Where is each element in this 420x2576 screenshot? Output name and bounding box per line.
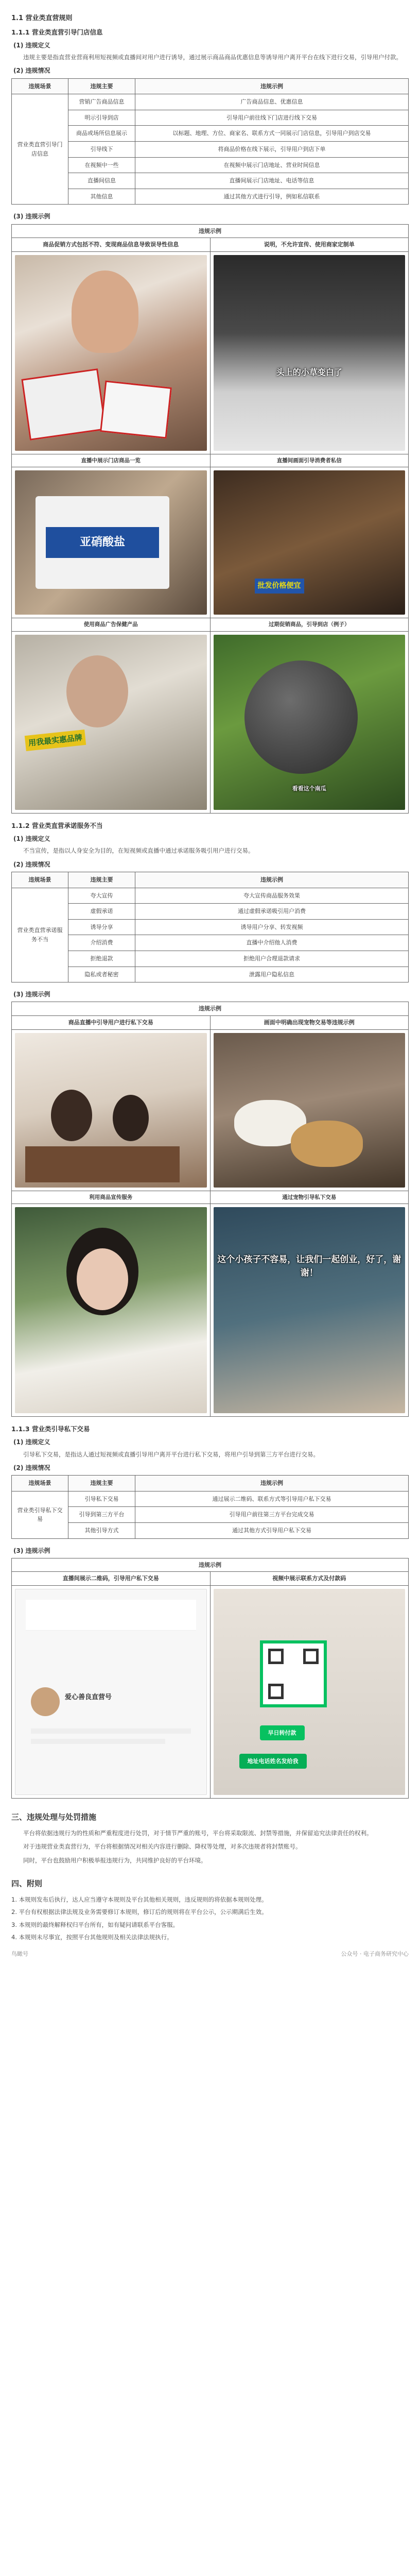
table-cell: 通过展示二维码、联系方式等引导用户私下交易 bbox=[135, 1491, 409, 1507]
def-label: (1) 违规定义 bbox=[13, 835, 50, 843]
cases-left-head: 商品直播中引导用户进行私下交易 bbox=[12, 1015, 211, 1029]
case-caption: 直播间画面引导消费者私信 bbox=[210, 454, 409, 467]
case-overlay-text: 这个小孩子不容易，让我们一起创业，好了，谢谢！ bbox=[217, 1255, 401, 1278]
table-header: 违规主要 bbox=[68, 1476, 135, 1492]
table-cell: 通过其他方式引导用户私下交易 bbox=[135, 1522, 409, 1538]
table-cell: 直播中介绍他人消费 bbox=[135, 935, 409, 951]
case-image-man-with-boxes bbox=[15, 255, 207, 451]
scope-label: (2) 违规情况 bbox=[13, 860, 50, 868]
case-image-pumpkin bbox=[214, 635, 406, 810]
table-cell: 在视频中展示门店地址、营业时间信息 bbox=[135, 157, 409, 173]
paragraph: 2. 平台有权根据法律法规及业务需要修订本规则，修订后的规则将在平台公示，公示期满后生效。 bbox=[11, 1908, 268, 1916]
table-row bbox=[12, 951, 409, 967]
cases-right-head: 说明，不允许宣传、使用商家定制单 bbox=[210, 238, 409, 252]
table-cell: 虚假承诺 bbox=[68, 904, 135, 920]
case-caption: 利用商品宣传服务 bbox=[12, 1191, 211, 1204]
def-text: 违规主要是指直营业营商利用短视频或直播间对用户进行诱导，通过展示商品商品优惠信息等诱导用户离开平台在线下进行交易，引导用户付款。 bbox=[23, 53, 402, 61]
case-overlay-text: 头上的小草变白了 bbox=[276, 367, 342, 377]
section-title-1-1: 1.1 营业类直营规则 bbox=[11, 14, 73, 22]
paragraph: 平台将依据违规行为的性质和严重程度进行处罚，对于情节严重的账号，平台将采取限流、封禁等措施，并保留追究法律责任的权利。 bbox=[23, 1829, 373, 1837]
table-header: 违规主要 bbox=[68, 872, 135, 888]
paragraph: 4. 本规则未尽事宜，按照平台其他规则及相关法律法规执行。 bbox=[11, 1934, 173, 1941]
table-cell: 引导到第三方平台 bbox=[68, 1507, 135, 1523]
table-row bbox=[12, 888, 409, 904]
def-label: (1) 违规定义 bbox=[13, 1438, 50, 1446]
case-tag: 批发价格便宜 bbox=[255, 579, 304, 593]
table-row bbox=[12, 126, 409, 142]
cases-header: 违规示例 bbox=[12, 1558, 409, 1572]
table-cell: 通过其他方式进行引导，例如私信联系 bbox=[135, 189, 409, 205]
table-cell: 商品或场所信息展示 bbox=[68, 126, 135, 142]
rules-table-2 bbox=[11, 872, 409, 982]
table-cell: 拒绝用户合理退款请求 bbox=[135, 951, 409, 967]
table-cell: 诱导用户分享、转发视频 bbox=[135, 919, 409, 935]
case-image-hair bbox=[214, 255, 406, 451]
case-image-child bbox=[214, 1207, 406, 1413]
table-cell: 其他引导方式 bbox=[68, 1522, 135, 1538]
cases-table-2 bbox=[11, 1002, 409, 1417]
table-row bbox=[12, 904, 409, 920]
table-cell: 明示引导到店 bbox=[68, 110, 135, 126]
case-image-product-box bbox=[15, 470, 207, 615]
table-header: 违规主要 bbox=[68, 78, 135, 94]
cases-right-head: 视频中展示联系方式及付款码 bbox=[210, 1572, 409, 1586]
case-caption: 通过宠物引导私下交易 bbox=[210, 1191, 409, 1204]
cases-table-1 bbox=[11, 224, 409, 814]
def-text: 引导私下交易，是指达人通过短视频或直播引导用户离开平台进行私下交易，将用户引导到第三方平台进行交易。 bbox=[23, 1450, 319, 1458]
table-row bbox=[12, 189, 409, 205]
scope-label: (2) 违规情况 bbox=[13, 1464, 50, 1471]
table-row bbox=[12, 94, 409, 110]
rules-table-1 bbox=[11, 78, 409, 205]
table-row bbox=[12, 967, 409, 982]
table-row bbox=[12, 919, 409, 935]
table-cell: 直播间展示门店地址、电话等信息 bbox=[135, 173, 409, 189]
paragraph: 同时，平台也鼓励用户积极举报违规行为，共同维护良好的平台环境。 bbox=[23, 1856, 207, 1864]
pay-button: 早日转付款 bbox=[260, 1725, 305, 1741]
table-category: 营业类直营引导门店信息 bbox=[12, 94, 68, 205]
cases-left-head: 商品促销方式包括不符、变现商品信息导致误导性信息 bbox=[12, 238, 211, 252]
table-row bbox=[12, 173, 409, 189]
subsection-title-1-1-2: 1.1.2 营业类直营承诺服务不当 bbox=[11, 822, 103, 830]
table-cell: 泄露用户隐私信息 bbox=[135, 967, 409, 982]
paragraph: 1. 本规则发布后执行，达人应当遵守本规则及平台其他相关规则，违反规则的将依据本规则处理。 bbox=[11, 1896, 268, 1904]
scope-label: (2) 违规情况 bbox=[13, 67, 50, 75]
table-cell: 引导用户前往线下门店进行线下交易 bbox=[135, 110, 409, 126]
table-cell: 将商品价格在线下展示，引导用户到店下单 bbox=[135, 141, 409, 157]
table-row bbox=[12, 1507, 409, 1523]
table-cell: 以标题、地理、方位、商家名、联系方式一同展示门店信息，引导用户到店交易 bbox=[135, 126, 409, 142]
table-row bbox=[12, 935, 409, 951]
table-category: 营业类直营承诺服务不当 bbox=[12, 888, 68, 982]
table-category: 营业类引导私下交易 bbox=[12, 1491, 68, 1538]
table-row bbox=[12, 1522, 409, 1538]
section-title-appendix: 四、附则 bbox=[11, 1879, 43, 1889]
table-cell: 诱导分享 bbox=[68, 919, 135, 935]
cases-header: 违规示例 bbox=[12, 1002, 409, 1016]
table-row bbox=[12, 141, 409, 157]
subsection-title-1-1-3: 1.1.3 营业类引导私下交易 bbox=[11, 1425, 90, 1433]
footer-left: 鸟瞰号 bbox=[11, 1950, 28, 1957]
cases-left-head: 直播间展示二维码，引导用户私下交易 bbox=[12, 1572, 211, 1586]
table-cell: 营销广告商品信息 bbox=[68, 94, 135, 110]
case-tag: 用我最实惠品牌 bbox=[25, 730, 86, 751]
case-image-family-dinner bbox=[15, 1033, 207, 1188]
case-image-pets bbox=[214, 1033, 406, 1188]
table-cell: 夸大宣传商品服务效果 bbox=[135, 888, 409, 904]
table-cell: 介绍消费 bbox=[68, 935, 135, 951]
section-title-penalties: 三、违规处理与处罚措施 bbox=[11, 1812, 97, 1822]
table-header: 违规场景 bbox=[12, 1476, 68, 1492]
case-image-elder bbox=[15, 635, 207, 810]
case-image-profile-screen bbox=[15, 1589, 207, 1795]
table-row bbox=[12, 110, 409, 126]
case-product-label: 亚硝酸盐 bbox=[46, 527, 159, 558]
case-image-dark-room bbox=[214, 470, 406, 615]
case-caption: 过期促销商品，引导到店（例子） bbox=[210, 618, 409, 632]
table-header: 违规场景 bbox=[12, 78, 68, 94]
table-cell: 隐私或者秘密 bbox=[68, 967, 135, 982]
case-caption: 直播中展示门店商品一览 bbox=[12, 454, 211, 467]
paragraph: 3. 本规则的最终解释权归平台所有，如有疑问请联系平台客服。 bbox=[11, 1921, 179, 1928]
address-button: 地址电话姓名发给我 bbox=[239, 1754, 307, 1769]
case-overlay-text: 看看这个南瓜 bbox=[292, 785, 326, 792]
table-cell: 引导私下交易 bbox=[68, 1491, 135, 1507]
table-cell: 引导用户前往第三方平台完成交易 bbox=[135, 1507, 409, 1523]
footer-right: 公众号 · 电子商务研究中心 bbox=[341, 1950, 409, 1957]
table-cell: 其他信息 bbox=[68, 189, 135, 205]
def-label: (1) 违规定义 bbox=[13, 41, 50, 49]
table-cell: 通过虚假承诺吸引用户消费 bbox=[135, 904, 409, 920]
table-header: 违规示例 bbox=[135, 872, 409, 888]
table-cell: 引导线下 bbox=[68, 141, 135, 157]
table-row bbox=[12, 1491, 409, 1507]
table-header: 违规场景 bbox=[12, 872, 68, 888]
cases-label: (3) 违规示例 bbox=[13, 1547, 50, 1554]
case-image-qr-screen bbox=[214, 1589, 406, 1795]
table-cell: 夸大宣传 bbox=[68, 888, 135, 904]
table-header: 违规示例 bbox=[135, 78, 409, 94]
cases-label: (3) 违规示例 bbox=[13, 213, 50, 221]
cases-table-3 bbox=[11, 1558, 409, 1799]
paragraph: 对于违规营业类直营行为，平台将根据情况对相关内容进行删除、降权等处理，对多次违规者将封禁账号。 bbox=[23, 1843, 302, 1851]
table-cell: 拒绝退款 bbox=[68, 951, 135, 967]
cases-header: 违规示例 bbox=[12, 224, 409, 238]
rules-table-3 bbox=[11, 1475, 409, 1538]
cases-label: (3) 违规示例 bbox=[13, 991, 50, 998]
case-image-woman bbox=[15, 1207, 207, 1413]
case-caption: 使用商品广告保健产品 bbox=[12, 618, 211, 632]
avatar bbox=[31, 1687, 60, 1716]
profile-name: 爱心善良直营号 bbox=[65, 1693, 112, 1701]
table-header: 违规示例 bbox=[135, 1476, 409, 1492]
cases-right-head: 画面中明确出现宠物交易等违规示例 bbox=[210, 1015, 409, 1029]
table-cell: 广告商品信息、优惠信息 bbox=[135, 94, 409, 110]
qr-code-icon bbox=[260, 1640, 327, 1707]
subsection-title-1-1-1: 1.1.1 营业类直营引导门店信息 bbox=[11, 28, 103, 36]
table-row bbox=[12, 157, 409, 173]
def-text: 不当宣传，是指以人身安全为目的，在短视频或直播中通过承诺服务吸引用户进行交易。 bbox=[23, 847, 254, 855]
table-cell: 直播间信息 bbox=[68, 173, 135, 189]
footer bbox=[11, 1950, 409, 1959]
table-cell: 在视频中一些 bbox=[68, 157, 135, 173]
